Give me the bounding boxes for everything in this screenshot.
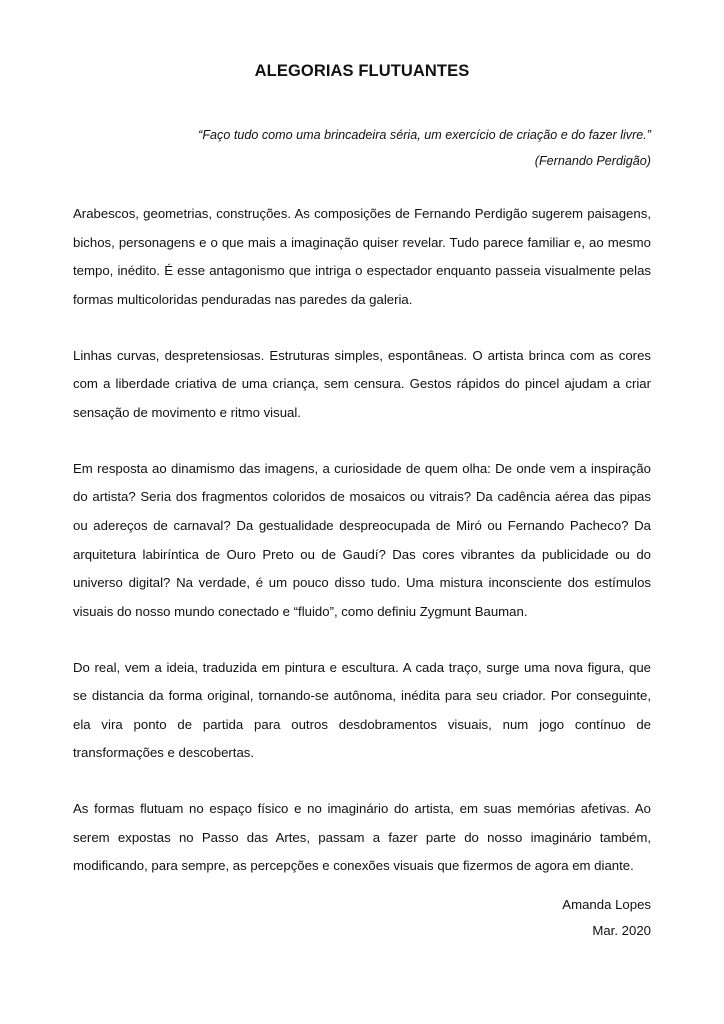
- epigraph: [73, 122, 651, 174]
- page-title: ALEGORIAS FLUTUANTES: [254, 62, 470, 80]
- date: Mar. 2020: [592, 923, 651, 938]
- paragraph: Do real, vem a ideia, traduzida em pintura e escultura. A cada traço, surge uma nova figura, que se distancia da forma original, tornando-se autônoma, inédita para seu criador. Por conseguinte, ela vira ponto de partida para outros desdobramentos visuais, num jogo contínuo de transformações e descobertas.: [73, 659, 651, 761]
- epigraph-source: (Fernando Perdigão): [534, 154, 651, 168]
- epigraph-quote: “Faço tudo como uma brincadeira séria, um exercício de criação e do fazer livre.”: [198, 128, 651, 142]
- paragraph: Em resposta ao dinamismo das imagens, a curiosidade de quem olha: De onde vem a inspiração do artista? Seria dos fragmentos coloridos de mosaicos ou vitrais? Da cadência aérea das pipas ou adereços de carnaval? Da gestualidade despreocupada de Miró ou Fernando Pacheco? Da arquitetura labiríntica de Ouro Preto ou de Gaudí? Das cores vibrantes da publicidade ou do universo digital? Na verdade, é um pouco disso tudo. Uma mistura inconsciente dos estímulos visuais do nosso mundo conectado e “fluido”, como definiu Zygmunt Bauman.: [73, 460, 651, 619]
- paragraph: Arabescos, geometrias, construções. As composições de Fernando Perdigão sugerem paisagens, bichos, personagens e o que mais a imaginação quiser revelar. Tudo parece familiar e, ao mesmo tempo, inédito. É esse antagonismo que intriga o espectador enquanto passeia visualmente pelas formas multicoloridas penduradas nas paredes da galeria.: [73, 206, 651, 307]
- author-name: Amanda Lopes: [562, 897, 651, 912]
- paragraph: Linhas curvas, despretensiosas. Estruturas simples, espontâneas. O artista brinca com as cores com a liberdade criativa de uma criança, sem censura. Gestos rápidos do pincel ajudam a criar sensação de movimento e ritmo visual.: [73, 347, 651, 420]
- paragraph: As formas flutuam no espaço físico e no imaginário do artista, em suas memórias afetivas. Ao serem expostas no Passo das Artes, passam a fazer parte do nosso imaginário também, modificando, para sempre, as percepções e conexões visuais que fizermos de agora em diante.: [73, 801, 651, 874]
- article-body: [73, 200, 651, 908]
- signature-block: [73, 892, 651, 944]
